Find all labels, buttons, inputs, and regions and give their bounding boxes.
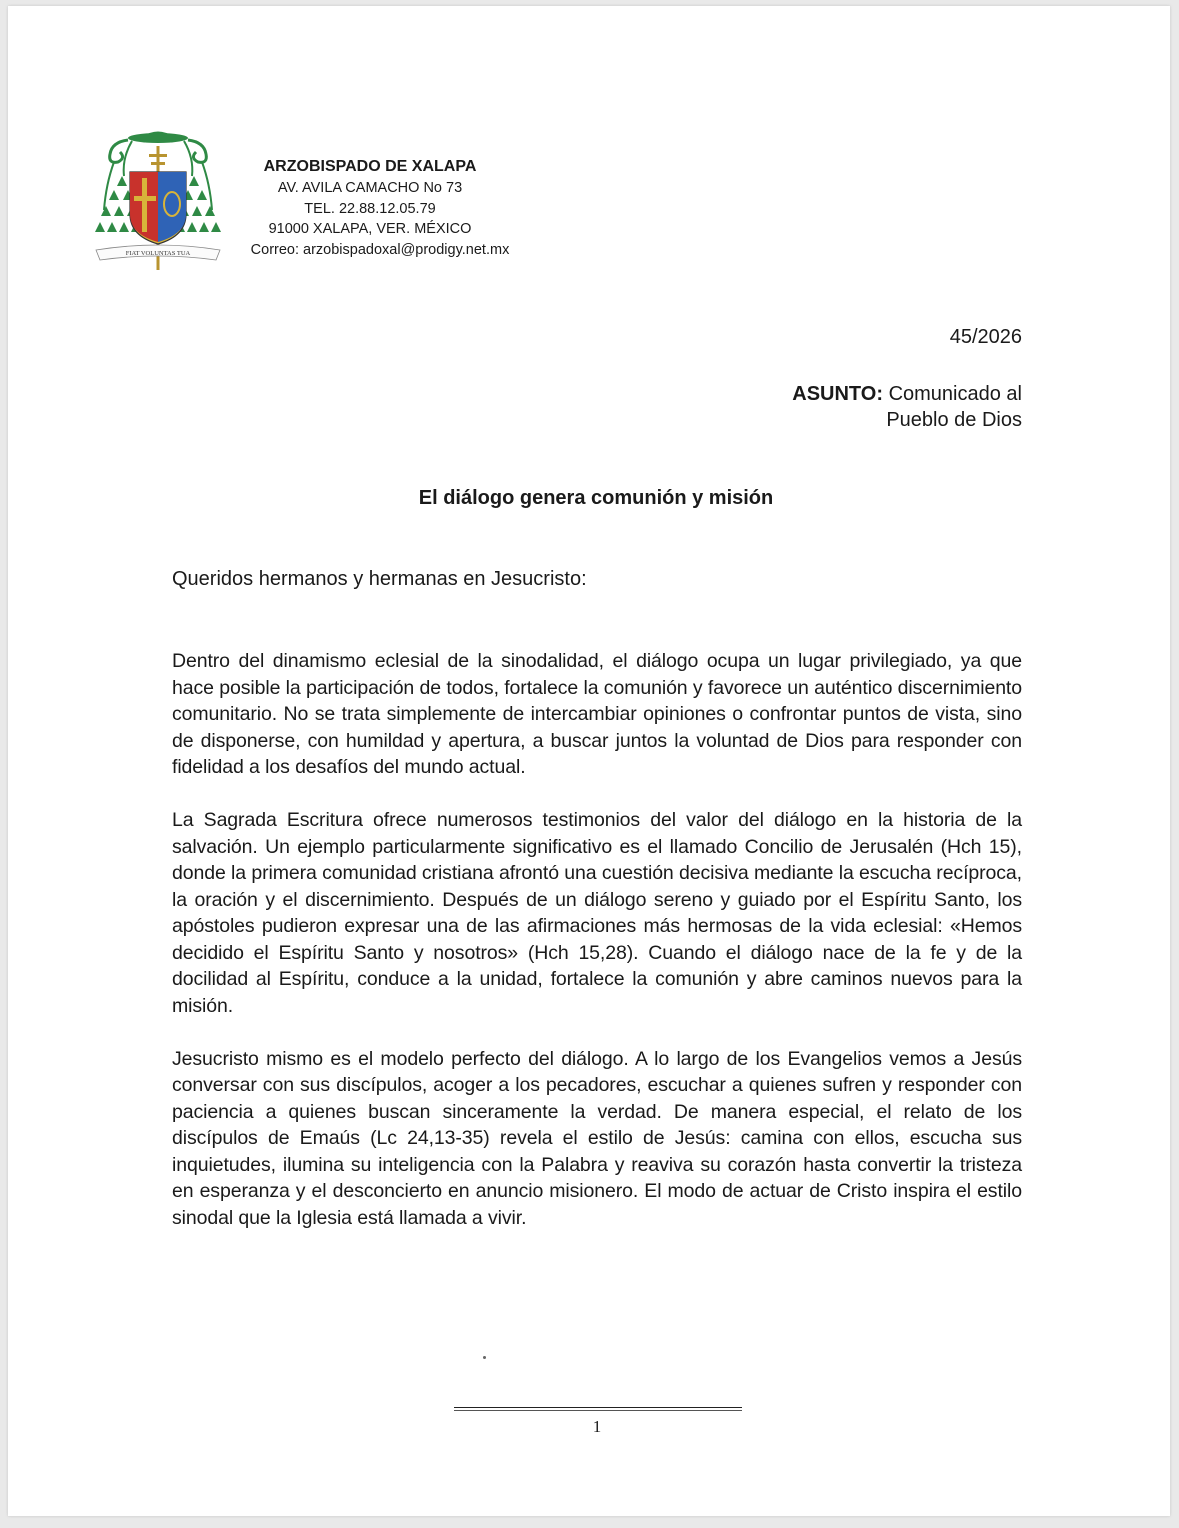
phone: TEL. 22.88.12.05.79: [304, 200, 436, 217]
letterhead: [220, 156, 520, 260]
city: 91000 XALAPA, VER. MÉXICO: [268, 221, 472, 237]
subject-label: ASUNTO:: [792, 383, 884, 405]
organization-name: ARZOBISPADO DE XALAPA: [263, 158, 477, 175]
paragraph: Dentro del dinamismo eclesial de la sinodalidad, el diálogo ocupa un lugar privilegiado, ya que hace posible la participación de todos, fortalece la comunión y favorece un auténtico discernimiento comunitario. No se trata simplemente de intercambiar opiniones o confrontar puntos de vista, sino de disponerse, con humildad y apertura, a buscar juntos la voluntad de Dios para responder con fidelidad a los desafíos del mundo actual.: [172, 650, 1022, 778]
subject-line-1: Comunicado al: [888, 383, 1022, 405]
paragraph: La Sagrada Escritura ofrece numerosos testimonios del valor del diálogo en la historia de la salvación. Un ejemplo particularmente significativo es el llamado Concilio de Jerusalén (Hch 15), donde la primera comunidad cristiana afrontó una cuestión decisiva mediante la escucha recíproca, la oración y el discernimiento. Después de un diálogo sereno y guiado por el Espíritu Santo, los apóstoles pudieron expresar una de las afirmaciones más hermosas de la vida eclesial: «Hemos decidido el Espíritu Santo y nosotros» (Hch 15,28). Cuando el diálogo nace de la fe y de la docilidad al Espíritu, conduce a la unidad, fortalece la comunión y abre caminos nuevos para la misión.: [172, 809, 1022, 1017]
paragraph: Jesucristo mismo es el modelo perfecto del diálogo. A lo largo de los Evangelios vemos a Jesús conversar con sus discípulos, acoger a los pecadores, escuchar a quienes sufren y responder con paciencia a quienes buscan sinceramente la verdad. De manera especial, el relato de los discípulos de Emaús (Lc 24,13-35) revela el estilo de Jesús: camina con ellos, escucha sus inquietudes, ilumina su inteligencia con la Palabra y reaviva su corazón hasta convertir la tristeza en esperanza y el desconcierto en anuncio misionero. El modo de actuar de Cristo inspira el estilo sinodal que la Iglesia está llamada a vivir.: [172, 1047, 1022, 1229]
email: Correo: arzobispadoxal@prodigy.net.mx: [250, 241, 510, 258]
page-number: 1: [592, 1417, 602, 1436]
body-text: [172, 648, 1022, 1258]
greeting: Queridos hermanos y hermanas en Jesucristo:: [172, 568, 587, 590]
scan-speck: [483, 1356, 486, 1359]
subject-line-2: Pueblo de Dios: [886, 409, 1022, 431]
reference-number: 45/2026: [949, 326, 1022, 348]
address: AV. AVILA CAMACHO No 73: [277, 180, 463, 196]
crest-motto: FIAT VOLUNTAS TUA: [125, 250, 191, 257]
archdiocese-crest-icon: [92, 128, 224, 272]
footer-divider: [454, 1407, 742, 1412]
subject-block: [792, 381, 1022, 433]
document-title: El diálogo genera comunión y misión: [418, 487, 774, 509]
